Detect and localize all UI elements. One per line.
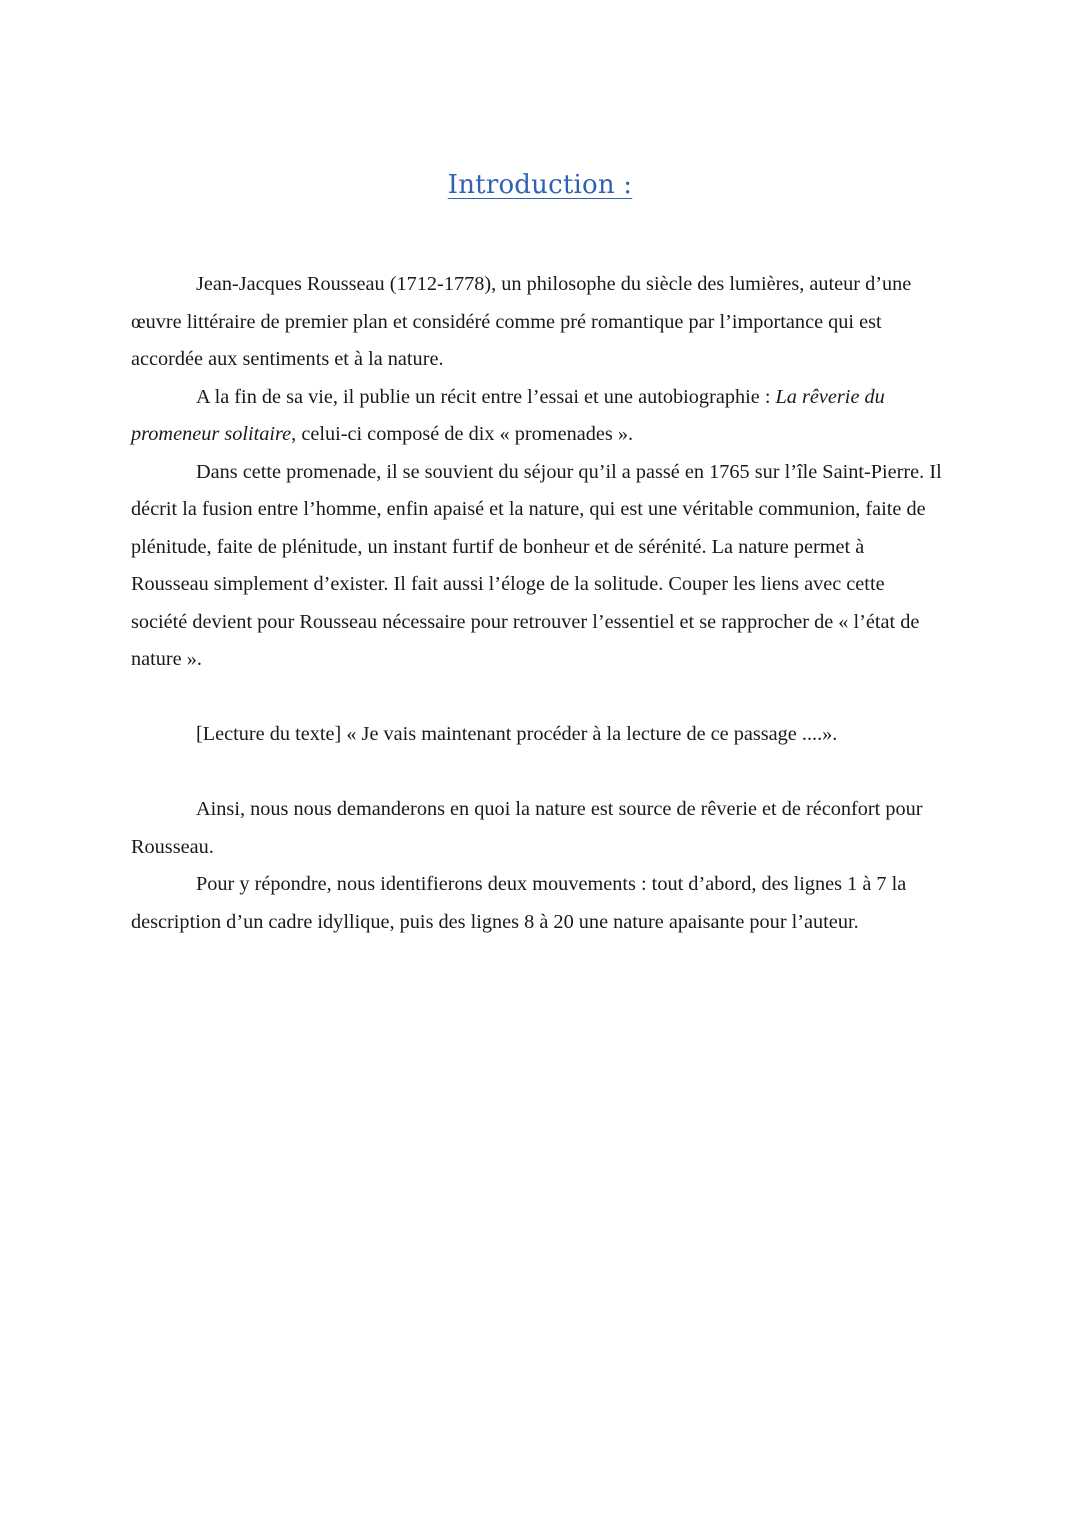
document-title: Introduction : xyxy=(447,170,633,200)
spacer xyxy=(131,679,943,717)
document-body xyxy=(131,266,943,941)
paragraph-promenade-context: Dans cette promenade, il se souvient du séjour qu’il a passé en 1765 sur l’île Saint-Pierre. Il décrit la fusion entre l’homme, enfin apaisé et la nature, qui est une véritable communion, faite de plénitude, faite de plénitude, un instant furtif de bonheur et de sérénité. La nature permet à Rousseau simplement d’exister. Il fait aussi l’éloge de la solitude. Couper les liens avec cette société devient pour Rousseau nécessaire pour retrouver l’essentiel et se rapprocher de « l’état de nature ». xyxy=(131,460,942,670)
paragraph-plan: Pour y répondre, nous identifierons deux mouvements : tout d’abord, des lignes 1 à 7 la description d’un cadre idyllique, puis des lignes 8 à 20 une nature apaisante pour l’auteur. xyxy=(131,873,907,933)
spacer xyxy=(131,754,943,792)
paragraph-reverie-after: , celui-ci composé de dix « promenades ». xyxy=(291,423,634,445)
paragraph-problematic: Ainsi, nous nous demanderons en quoi la nature est source de rêverie et de réconfort pour Rousseau. xyxy=(131,798,923,858)
paragraph-rousseau-bio: Jean-Jacques Rousseau (1712-1778), un philosophe du siècle des lumières, auteur d’une œuvre littéraire de premier plan et considéré comme pré romantique par l’importance qui est accordée aux sentiments et à la nature. xyxy=(131,273,912,370)
paragraph-reverie-before: A la fin de sa vie, il publie un récit entre l’essai et une autobiographie : xyxy=(196,385,776,408)
paragraph-reverie-work xyxy=(131,379,943,454)
work-title-italic: La rêverie du promeneur solitaire xyxy=(131,385,885,445)
paragraph-reading: [Lecture du texte] « Je vais maintenant procéder à la lecture de ce passage ....». xyxy=(196,723,838,745)
